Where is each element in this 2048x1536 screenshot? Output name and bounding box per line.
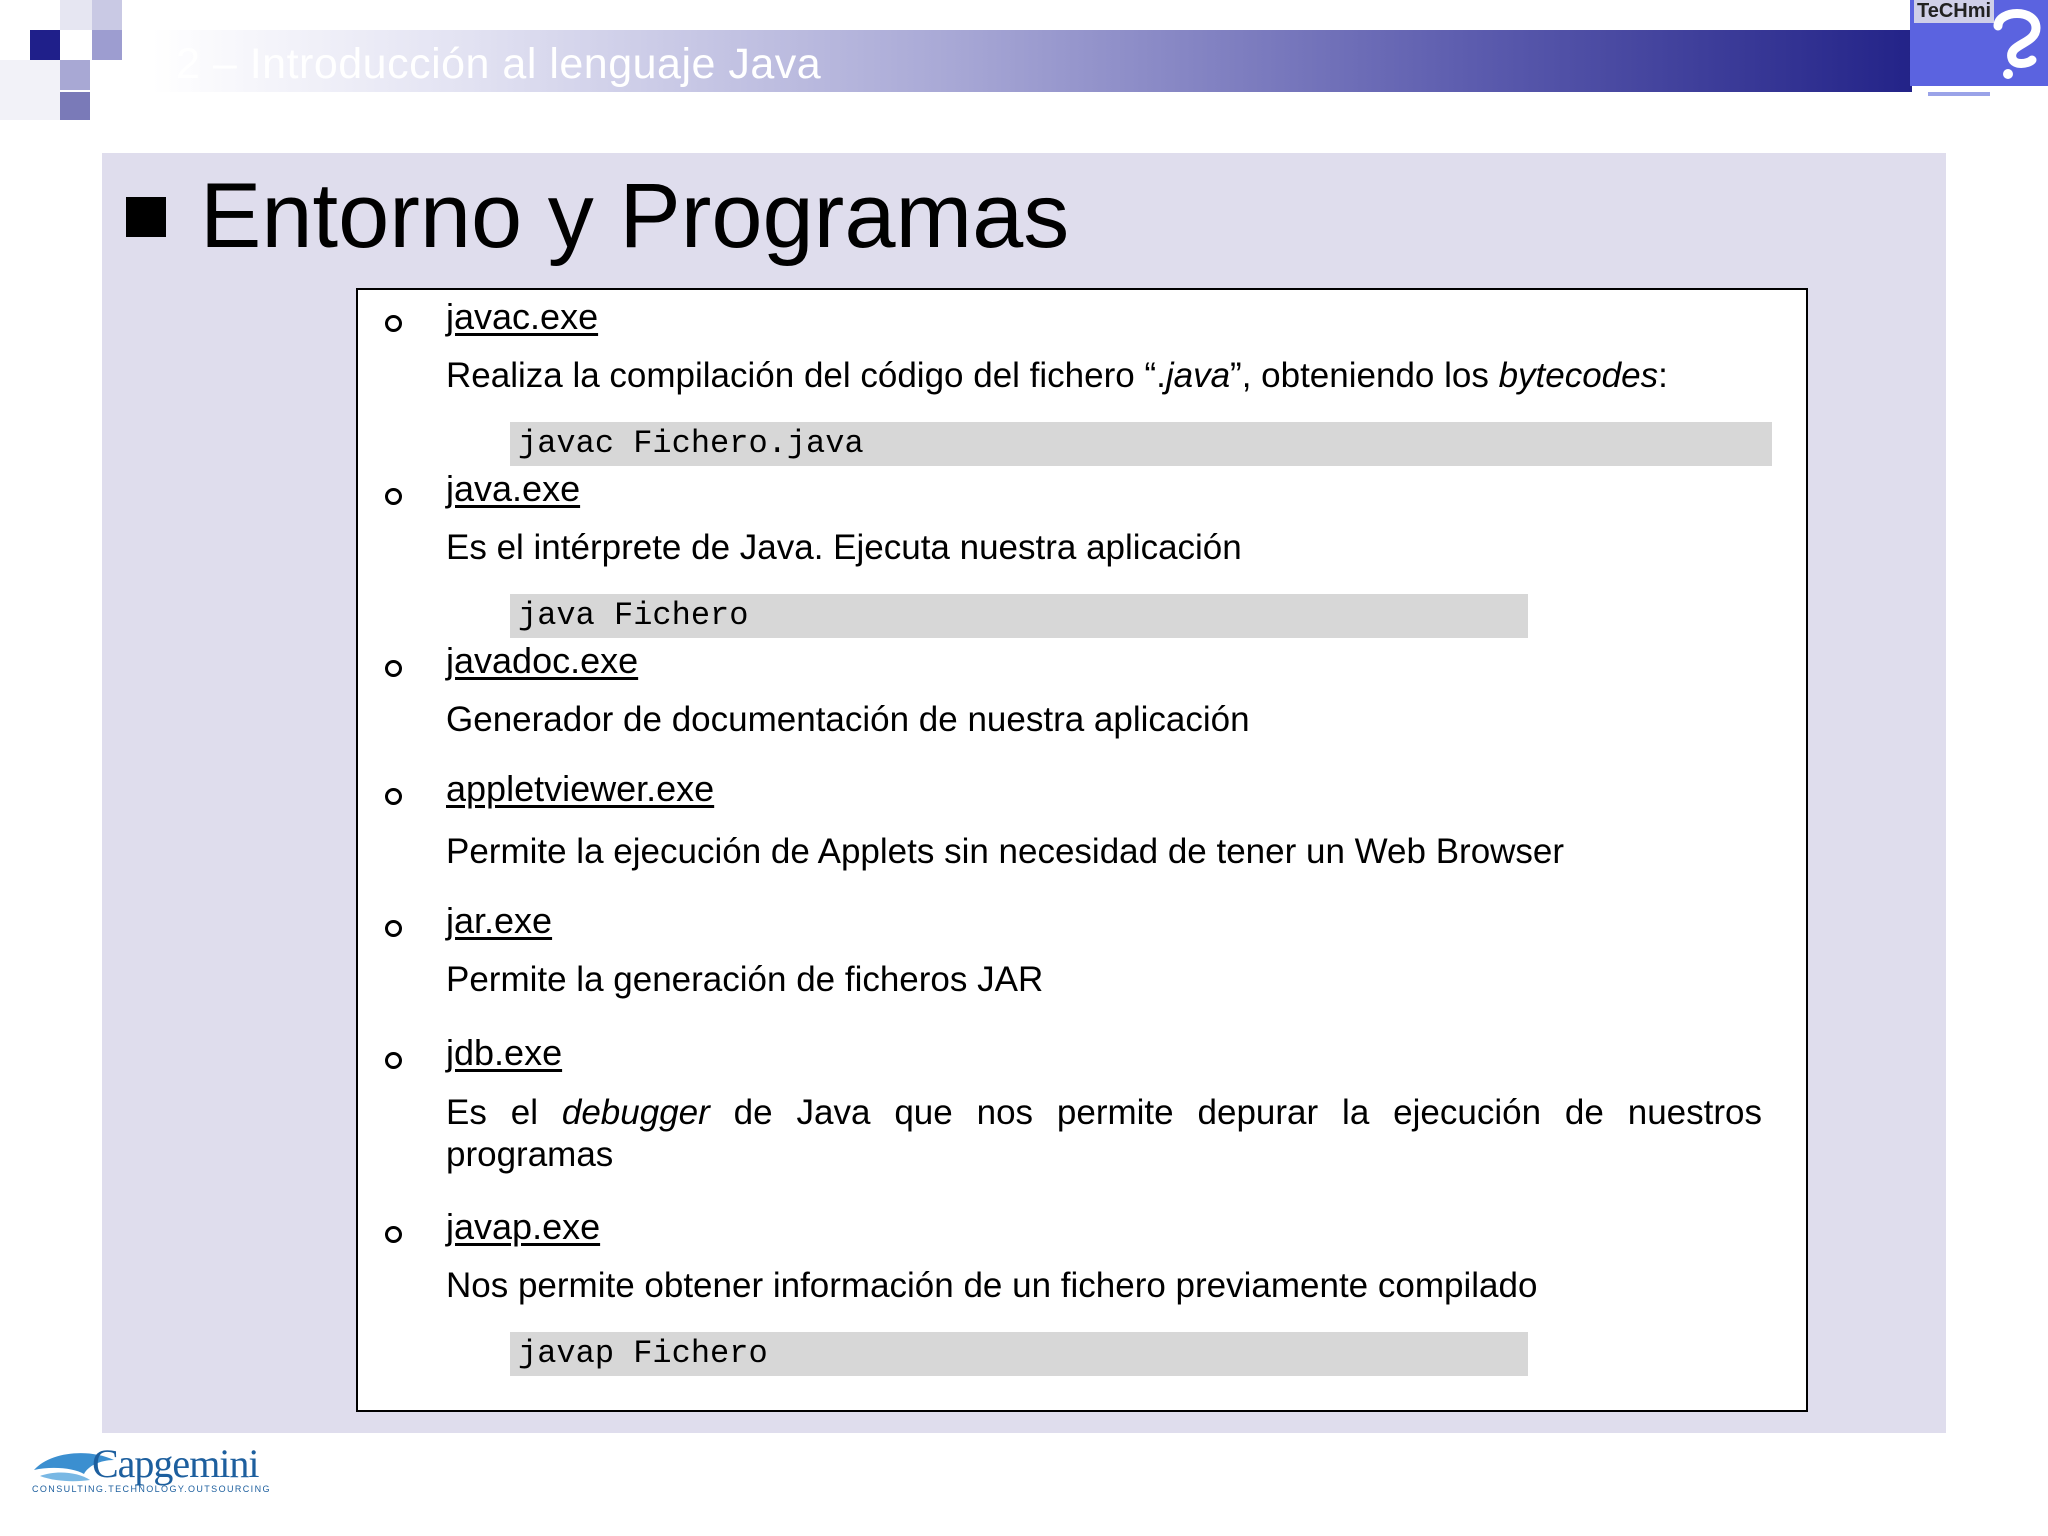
command-name: javap.exe: [446, 1206, 601, 1247]
command-name: java.exe: [446, 468, 581, 509]
capgemini-logo-text: Capgemini: [92, 1441, 259, 1486]
square-bullet-icon: [126, 197, 166, 237]
command-description: Realiza la compilación del código del fichero “.java”, obteniendo los bytecodes:: [446, 356, 1668, 395]
slide-title: Entorno y Programas: [200, 165, 1070, 267]
deco-square: [92, 0, 122, 30]
command-name: jar.exe: [446, 900, 553, 941]
deco-square: [60, 92, 90, 120]
capgemini-tagline: CONSULTING.TECHNOLOGY.OUTSOURCING: [32, 1484, 271, 1494]
command-name: appletviewer.exe: [446, 768, 715, 809]
command-name: javac.exe: [446, 296, 599, 337]
code-example: javap Fichero: [510, 1332, 1528, 1376]
circle-bullet-icon: [385, 488, 402, 505]
techmi-logo-text: TeCHmi: [1914, 0, 1994, 23]
command-name: javadoc.exe: [446, 640, 639, 681]
circle-bullet-icon: [385, 315, 402, 332]
deco-square: [60, 0, 92, 30]
code-example: java Fichero: [510, 594, 1528, 638]
program-list-box: [356, 288, 1808, 1412]
command-name: jdb.exe: [446, 1032, 563, 1073]
deco-square: [60, 60, 90, 90]
command-description: Nos permite obtener información de un fichero previamente compilado: [446, 1266, 1538, 1305]
logo-underline: [1928, 92, 1990, 96]
command-description: Permite la ejecución de Applets sin necesidad de tener un Web Browser: [446, 832, 1565, 871]
command-description: Generador de documentación de nuestra aplicación: [446, 700, 1250, 739]
techmi-swirl-icon: [1988, 4, 2048, 84]
circle-bullet-icon: [385, 920, 402, 937]
code-example: javac Fichero.java: [510, 422, 1772, 466]
command-description: Es el intérprete de Java. Ejecuta nuestra aplicación: [446, 528, 1242, 567]
deco-square: [92, 30, 122, 60]
circle-bullet-icon: [385, 1226, 402, 1243]
deco-square: [30, 30, 60, 60]
techmi-logo: [1910, 0, 2048, 86]
deco-square: [0, 60, 60, 120]
circle-bullet-icon: [385, 788, 402, 805]
command-description: Permite la generación de ficheros JAR: [446, 960, 1044, 999]
command-description: Es el debugger de Java que nos permite depurar la ejecución de nuestros programas: [446, 1093, 1762, 1174]
circle-bullet-icon: [385, 1052, 402, 1069]
slide-title-row: [126, 164, 1069, 269]
circle-bullet-icon: [385, 660, 402, 677]
header-title: 2 – Introducción al lenguaje Java: [176, 40, 822, 88]
